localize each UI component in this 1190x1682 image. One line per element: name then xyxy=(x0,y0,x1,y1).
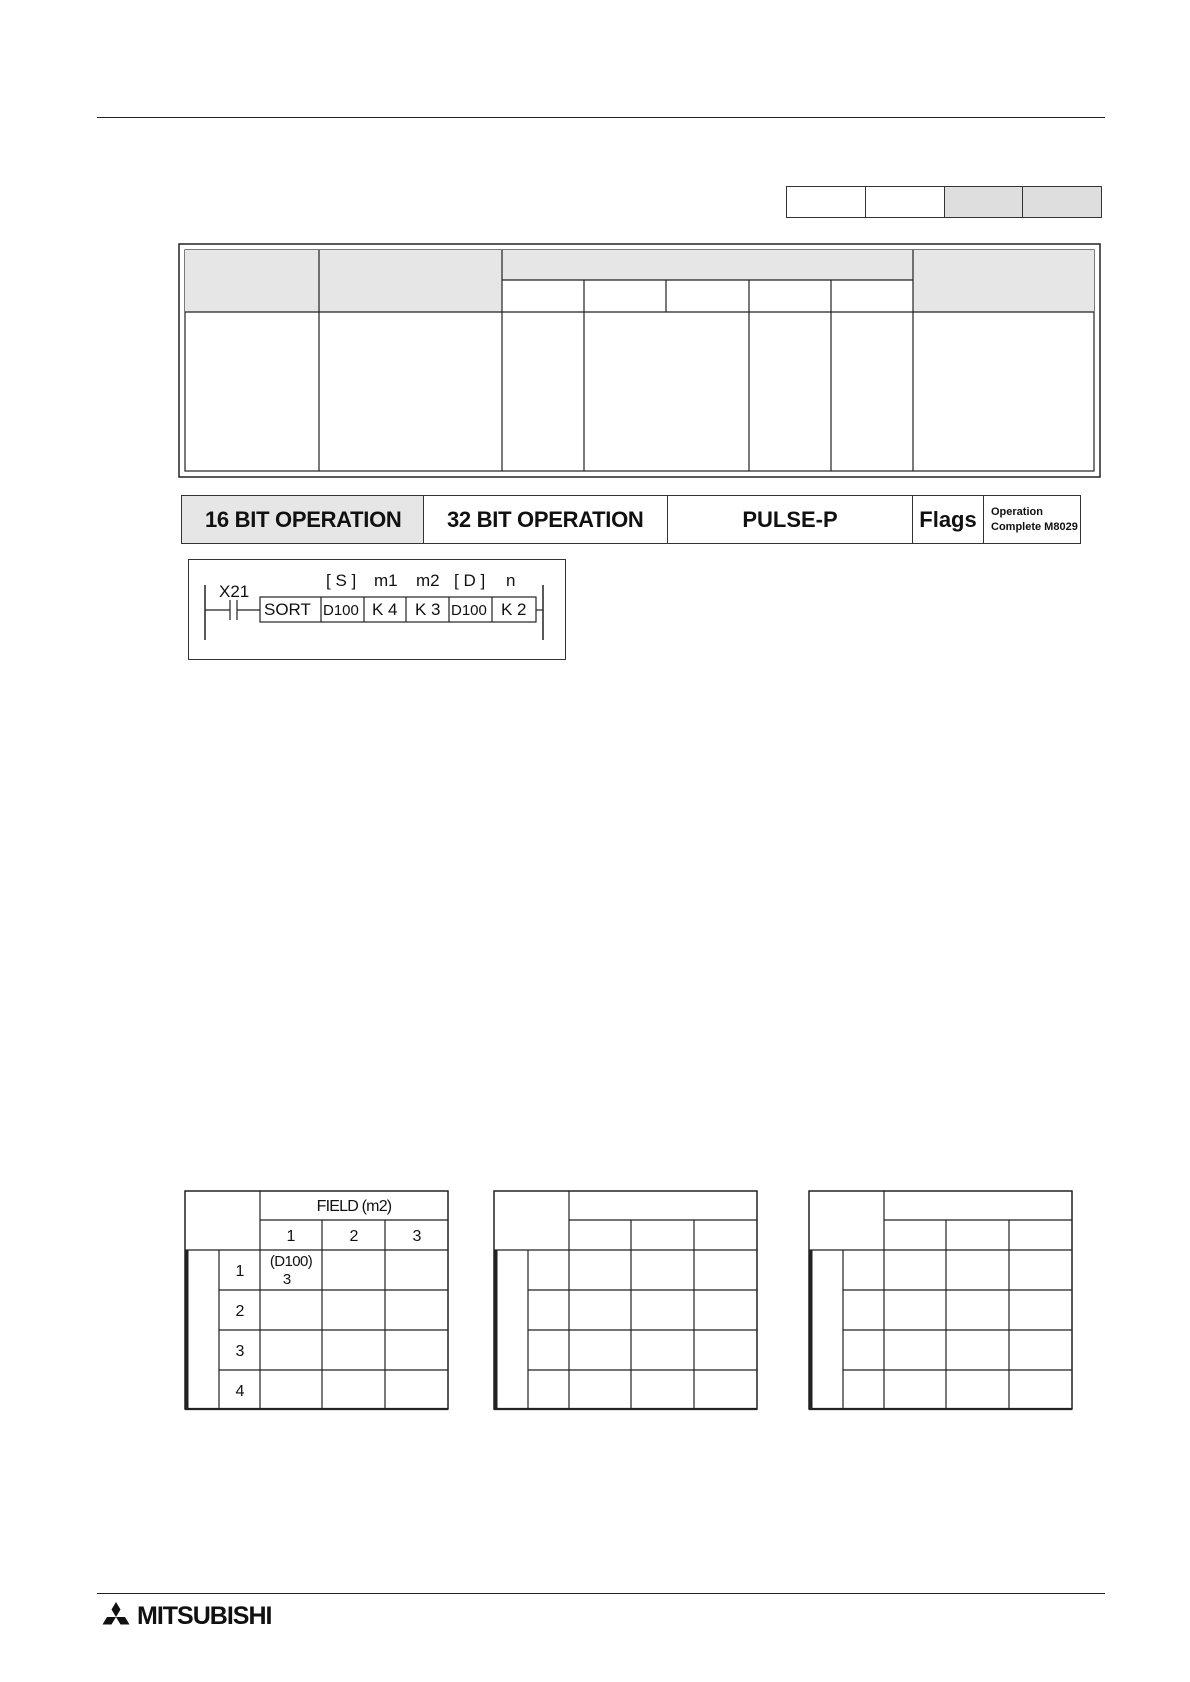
operand-header-m1: m1 xyxy=(374,571,398,590)
flags-note-line2: Complete M8029 xyxy=(991,520,1078,533)
operand-header-d: [ D ] xyxy=(454,571,486,590)
first-cell-value: 3 xyxy=(282,1271,292,1288)
row-number-2: 2 xyxy=(235,1303,245,1320)
row-number-3: 3 xyxy=(235,1343,245,1360)
sort-table-after xyxy=(809,1191,1072,1409)
flags-note-line1: Operation xyxy=(991,505,1043,518)
row-number-4: 4 xyxy=(235,1383,245,1400)
operand-n: K 2 xyxy=(501,600,527,619)
mitsubishi-logo xyxy=(99,1602,271,1631)
sort-table-before xyxy=(185,1191,448,1409)
field-col-2: 2 xyxy=(349,1228,359,1245)
field-header: FIELD (m2) xyxy=(316,1198,392,1215)
logo-text: MITSUBISHI xyxy=(137,1602,272,1630)
row-number-1: 1 xyxy=(235,1263,245,1280)
operand-header-m2: m2 xyxy=(416,571,440,590)
sort-table-middle xyxy=(494,1191,757,1409)
flags-label: Flags xyxy=(913,496,984,543)
operand-m2: K 3 xyxy=(415,600,441,619)
field-col-3: 3 xyxy=(412,1228,422,1245)
operand-m1: K 4 xyxy=(372,600,398,619)
footer-rule xyxy=(97,1593,1105,1594)
bit16-operation-label: 16 BIT OPERATION xyxy=(182,496,424,543)
instruction-mnemonic: SORT xyxy=(264,600,311,619)
bit32-operation-label: 32 BIT OPERATION xyxy=(424,496,668,543)
contact-label: X21 xyxy=(219,582,250,601)
operand-d: D100 xyxy=(451,602,487,619)
operand-header-n: n xyxy=(506,571,516,590)
three-diamond-icon xyxy=(99,1602,133,1631)
pulse-label: PULSE-P xyxy=(668,496,913,543)
first-cell-address: (D100) xyxy=(269,1253,313,1270)
field-col-1: 1 xyxy=(286,1228,296,1245)
operand-s: D100 xyxy=(323,602,359,619)
operand-header-s: [ S ] xyxy=(326,571,357,590)
